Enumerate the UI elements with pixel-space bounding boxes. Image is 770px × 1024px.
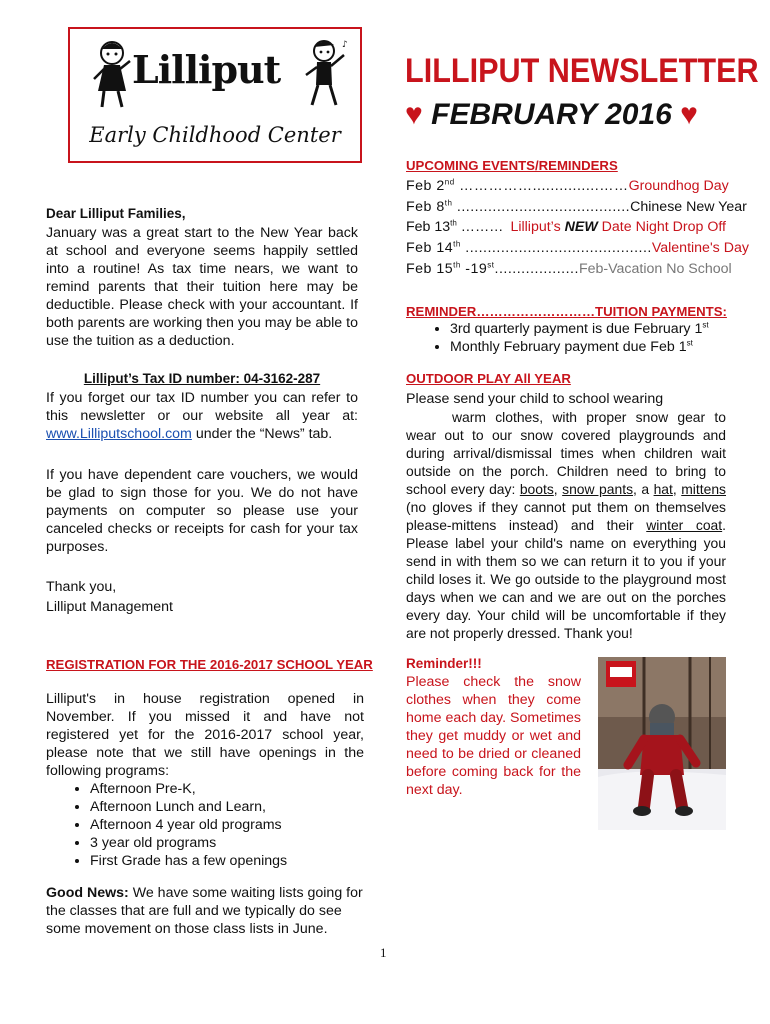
event-date: Feb 2nd ……………...............…… <box>406 177 629 194</box>
good-news-label: Good News: <box>46 885 129 901</box>
child-figure-left-icon <box>94 39 130 111</box>
heart-icon: ♥ <box>405 98 423 131</box>
reminder-text: Please check the snow clothes when they come home each day. Sometimes they get muddy or wet and need to be dried or cleaned before coming back for the next day. <box>406 674 581 798</box>
heart-icon: ♥ <box>680 98 698 131</box>
letter-paragraph-3: If you have dependent care vouchers, we would be glad to sign those for you. We do not have payments on computer so please use your canceled checks or receipts for cash for your tax purposes. <box>46 467 358 555</box>
tuition-list <box>406 320 726 356</box>
letter-closing: Thank you, <box>46 579 117 595</box>
event-date: Feb 15th -19st................... <box>406 260 579 277</box>
events-list <box>406 177 749 278</box>
event-name: Feb-Vacation No School <box>578 260 732 277</box>
list-item: • Afternoon 4 year old programs <box>90 816 364 834</box>
event-name: Lilliput’s NEW Date Night Drop Off <box>510 219 726 236</box>
list-item: • Monthly February payment due Feb 1st <box>450 338 726 356</box>
tuition-heading-right: TUITION PAYMENTS: <box>595 304 727 319</box>
outdoor-paragraph: warm clothes, with proper snow gear to wear out to our snow covered playgrounds and during arrival/dismissal times when children wait outside on the porch. Children need to bring to school every day: boots, snow pants, a hat, mittens (no gloves if they cannot put them on themselves please-mittens instead) and their winter coat. Please label your child's name on everything you send in with them so we can return it to you if your child loses it. We go outside to the playground most days when we can and we are out on the porches every day. Your child will be uncomfortable if they are not properly dressed. Thank you! <box>406 409 727 641</box>
svg-text:♪: ♪ <box>342 40 348 50</box>
list-item <box>406 218 726 236</box>
tax-id: Lilliput’s Tax ID number: 04-3162-287 <box>83 371 321 386</box>
letter-paragraph-2-text: If you forget our tax ID number you can refer to this newsletter or our website all year at: <box>46 390 358 424</box>
list-item <box>406 177 729 195</box>
newsletter-title: LILLIPUT NEWSLETTER <box>405 52 759 90</box>
child-snow-photo <box>598 657 726 830</box>
good-news-text: We have some waiting lists going for the classes that are full and we typically do see some movement on those class lists in June. <box>46 885 363 937</box>
event-name: Groundhog Day <box>628 178 729 194</box>
letter-paragraph-1: January was a great start to the New Year back at school and everyone seems happily settled into a routine! As tax time nears, we want to remind parents that their tuition here may be deductible. Please check with your accountant. If both parents are working then you may be able to use the tuition as a deduction. <box>46 225 358 349</box>
child-figure-right-icon <box>302 37 352 109</box>
event-name: Valentine's Day <box>651 240 749 257</box>
events-heading: UPCOMING EVENTS/REMINDERS <box>406 158 618 173</box>
reminder-label: Reminder!!! <box>406 656 482 671</box>
website-link[interactable]: www.Lilliputschool.com <box>46 426 192 442</box>
list-item: • Afternoon Lunch and Learn, <box>90 798 364 816</box>
letter-paragraph-2 <box>46 389 358 443</box>
list-item: • 3 year old programs <box>90 834 364 852</box>
list-item <box>406 197 747 216</box>
newsletter-month: FEBRUARY 2016 <box>431 98 672 131</box>
event-name: Chinese New Year <box>630 198 747 215</box>
page-number: 1 <box>380 945 387 960</box>
school-logo <box>68 27 362 163</box>
letter-signature: Lilliput Management <box>46 599 173 615</box>
program-list <box>46 780 364 870</box>
list-item: • 3rd quarterly payment is due February 1st <box>450 320 726 338</box>
logo-subtitle: Early Childhood Center <box>89 123 341 147</box>
registration-intro: Lilliput's in house registration opened in November. If you missed it and have not registered yet for the 2016-2017 school year, please note that we still have openings in the following programs: <box>46 691 364 779</box>
tuition-heading <box>406 304 726 319</box>
list-item: • First Grade has a few openings <box>90 852 364 870</box>
logo-name: Lilliput <box>132 47 281 92</box>
list-item <box>406 239 749 257</box>
good-news <box>46 884 364 938</box>
registration-heading: REGISTRATION FOR THE 2016-2017 SCHOOL YEAR <box>46 657 373 672</box>
newsletter-date <box>405 98 725 132</box>
letter-greeting: Dear Lilliput Families, <box>46 206 186 221</box>
outdoor-line-1: Please send your child to school wearing <box>406 391 664 407</box>
event-date: Feb 14th .......................................... <box>406 239 652 257</box>
list-item: • Afternoon Pre-K, <box>90 780 364 798</box>
list-item <box>406 260 732 278</box>
letter-paragraph-2-end: under the “News” tab. <box>191 426 333 442</box>
event-date: Feb 13th ……… <box>406 218 504 236</box>
event-date: Feb 8th ....................................... <box>406 197 631 215</box>
outdoor-heading: OUTDOOR PLAY All YEAR <box>406 371 571 386</box>
tuition-heading-left: REMINDER……………………… <box>406 304 596 319</box>
